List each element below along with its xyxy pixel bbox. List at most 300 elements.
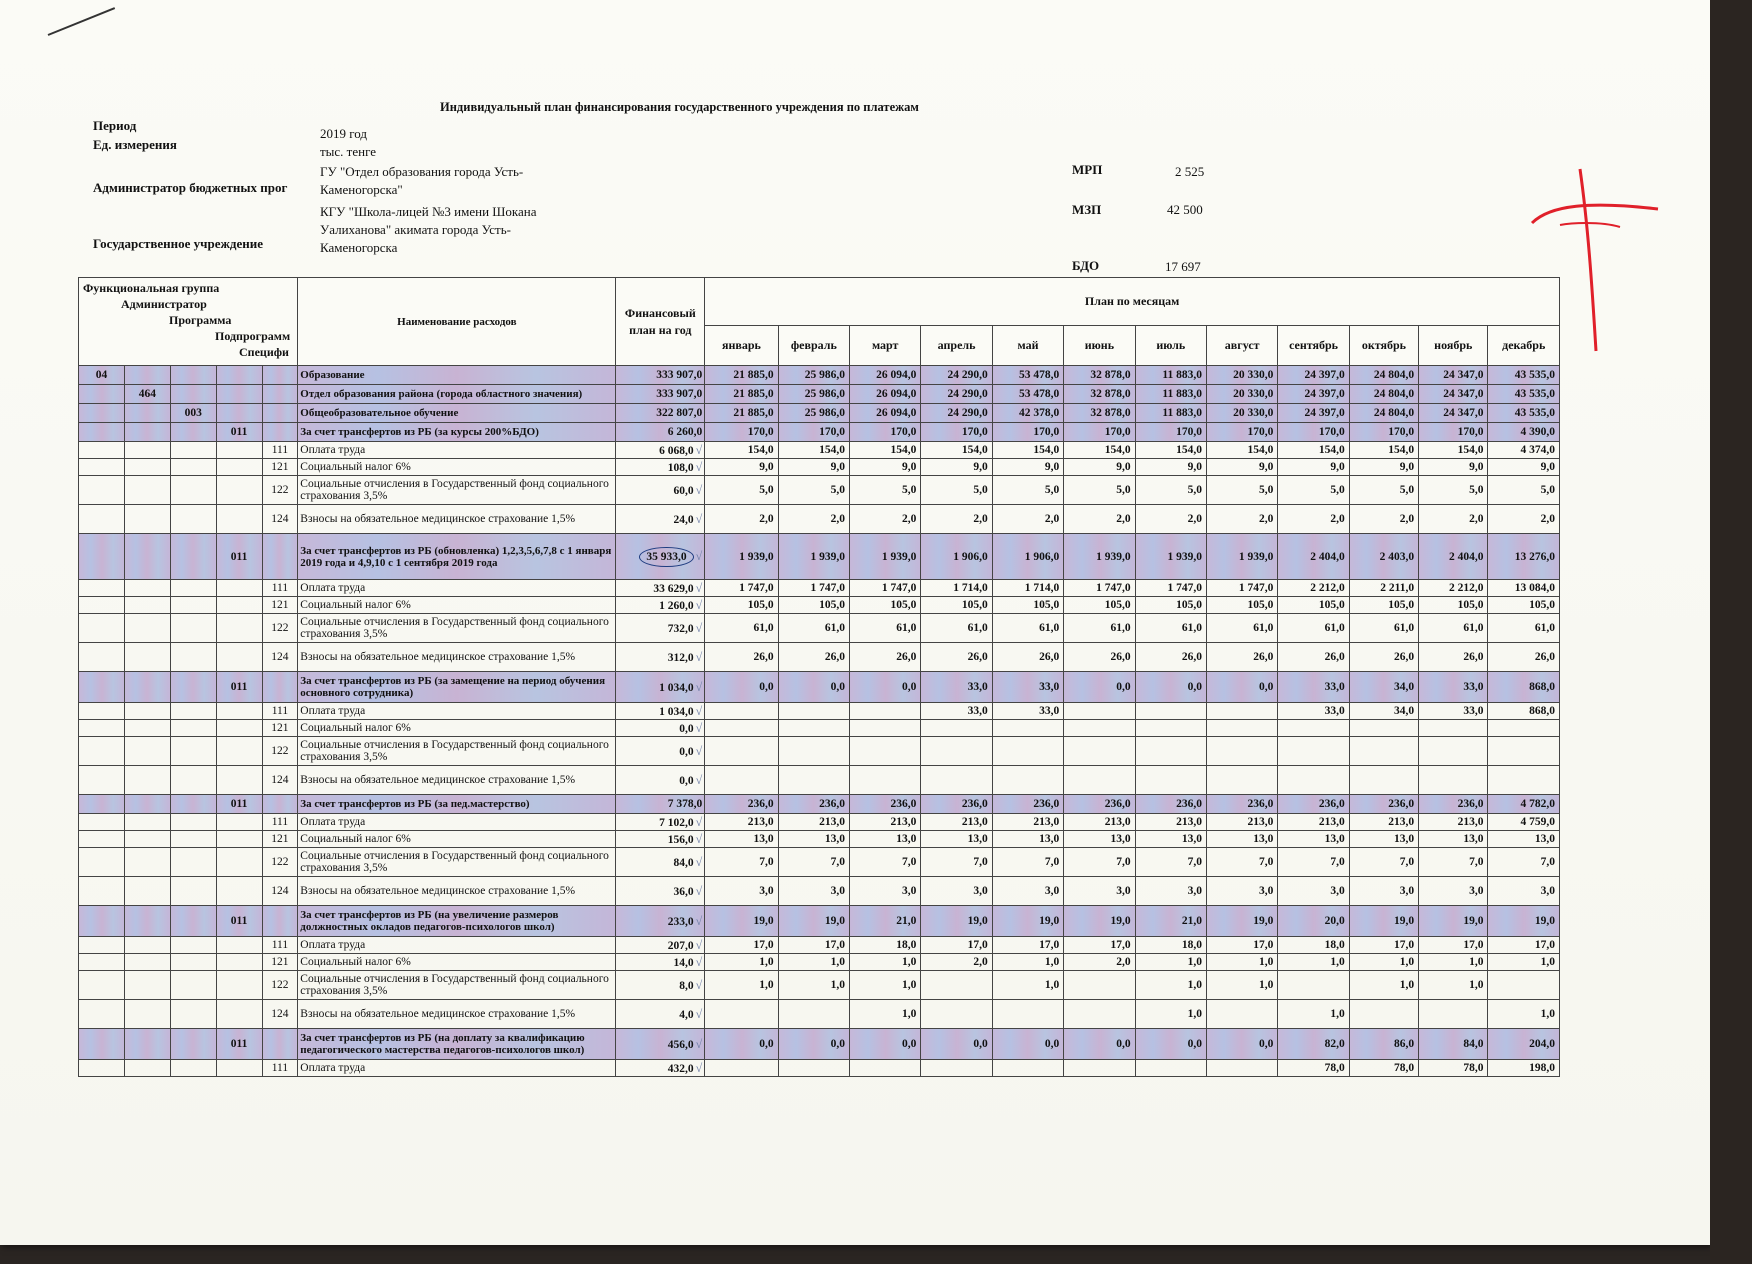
month-value-cell: [1488, 971, 1560, 1000]
month-value-cell: [1206, 1060, 1277, 1077]
month-value-cell: 24 347,0: [1419, 404, 1488, 423]
expense-name-cell: За счет трансфертов из РБ (на увеличение размеров должностных окладов педагогов-психологов школ): [298, 906, 616, 937]
hierarchy-header: [79, 278, 298, 366]
code-cell: [79, 597, 125, 614]
month-value-cell: 1,0: [1135, 954, 1206, 971]
month-value-cell: 170,0: [778, 423, 849, 442]
code-cell: [216, 614, 262, 643]
month-value-cell: [778, 737, 849, 766]
annual-plan-value: 6 260,0: [667, 426, 703, 438]
month-value-cell: [850, 703, 921, 720]
month-value-cell: 20,0: [1278, 906, 1349, 937]
code-cell: [262, 404, 298, 423]
month-value-cell: [992, 1000, 1063, 1029]
header-admin: Администратор: [121, 297, 207, 311]
code-cell: [79, 459, 125, 476]
code-cell: [124, 877, 170, 906]
code-cell: [79, 971, 125, 1000]
month-value-cell: 3,0: [1064, 877, 1135, 906]
annual-plan-cell: [616, 423, 705, 442]
table-row: [79, 877, 1560, 906]
month-value-cell: 24 397,0: [1278, 385, 1349, 404]
month-value-cell: 24 290,0: [921, 366, 992, 385]
month-value-cell: 236,0: [850, 795, 921, 814]
month-value-cell: 236,0: [1349, 795, 1418, 814]
annual-plan-value: 108,0: [667, 461, 694, 474]
checkmark-icon: √: [695, 1036, 703, 1051]
month-value-cell: 9,0: [1278, 459, 1349, 476]
code-cell: [124, 534, 170, 580]
code-cell: 011: [216, 1029, 262, 1060]
mzp-label: МЗП: [1072, 202, 1102, 217]
month-value-cell: [1278, 720, 1349, 737]
code-cell: [216, 580, 262, 597]
month-value-cell: [1064, 1060, 1135, 1077]
code-cell: 124: [262, 505, 298, 534]
month-value-cell: [705, 720, 778, 737]
month-header: декабрь: [1488, 326, 1560, 366]
month-value-cell: 86,0: [1349, 1029, 1418, 1060]
code-cell: [170, 906, 216, 937]
code-cell: [79, 877, 125, 906]
month-value-cell: 7,0: [1278, 848, 1349, 877]
month-value-cell: 17,0: [705, 937, 778, 954]
month-value-cell: 9,0: [1488, 459, 1560, 476]
code-cell: [79, 442, 125, 459]
code-cell: [216, 720, 262, 737]
month-value-cell: 1 747,0: [850, 580, 921, 597]
month-value-cell: 13 276,0: [1488, 534, 1560, 580]
table-row: [79, 814, 1560, 831]
checkmark-icon: √: [695, 913, 703, 928]
code-cell: [170, 597, 216, 614]
code-cell: 121: [262, 720, 298, 737]
month-value-cell: 3,0: [705, 877, 778, 906]
annual-plan-cell: [616, 1029, 705, 1060]
period-label: Период: [93, 118, 137, 133]
month-value-cell: 7,0: [921, 848, 992, 877]
annual-plan-cell: [616, 814, 705, 831]
month-header: февраль: [778, 326, 849, 366]
month-value-cell: 154,0: [1349, 442, 1418, 459]
month-value-cell: 0,0: [1206, 672, 1277, 703]
code-cell: [216, 476, 262, 505]
month-value-cell: 17,0: [778, 937, 849, 954]
annual-plan-value: 35 933,0: [639, 547, 693, 567]
code-cell: 111: [262, 937, 298, 954]
expense-name-cell: Взносы на обязательное медицинское страхование 1,5%: [298, 505, 616, 534]
code-cell: [170, 459, 216, 476]
code-cell: 124: [262, 766, 298, 795]
month-value-cell: 19,0: [705, 906, 778, 937]
month-value-cell: [705, 1060, 778, 1077]
month-value-cell: 154,0: [1419, 442, 1488, 459]
month-value-cell: 3,0: [1349, 877, 1418, 906]
code-cell: [79, 1000, 125, 1029]
month-value-cell: 170,0: [705, 423, 778, 442]
annual-plan-value: 322 807,0: [656, 407, 703, 419]
code-cell: 121: [262, 954, 298, 971]
month-value-cell: 21 885,0: [705, 366, 778, 385]
checkmark-icon: √: [695, 720, 703, 735]
code-cell: [79, 672, 125, 703]
header-name: Наименование расходов: [298, 278, 616, 366]
month-value-cell: 26,0: [992, 643, 1063, 672]
month-value-cell: 78,0: [1278, 1060, 1349, 1077]
month-value-cell: 19,0: [992, 906, 1063, 937]
month-value-cell: 18,0: [850, 937, 921, 954]
month-value-cell: 3,0: [850, 877, 921, 906]
annual-plan-value: 24,0: [673, 513, 694, 526]
annual-plan-value: 6 068,0: [659, 444, 694, 457]
month-value-cell: 26,0: [850, 643, 921, 672]
month-value-cell: 5,0: [1349, 476, 1418, 505]
month-value-cell: 5,0: [921, 476, 992, 505]
code-cell: 111: [262, 814, 298, 831]
month-value-cell: [1135, 1060, 1206, 1077]
month-value-cell: 7,0: [992, 848, 1063, 877]
month-value-cell: [1064, 971, 1135, 1000]
header-specific: Специфи: [239, 345, 289, 359]
month-value-cell: 78,0: [1419, 1060, 1488, 1077]
code-cell: 122: [262, 971, 298, 1000]
code-cell: 111: [262, 703, 298, 720]
checkmark-icon: √: [695, 459, 703, 474]
annual-plan-value: 156,0: [667, 833, 694, 846]
annual-plan-value: 33 629,0: [653, 582, 694, 595]
month-value-cell: 61,0: [992, 614, 1063, 643]
month-value-cell: [992, 766, 1063, 795]
expense-name-cell: За счет трансфертов из РБ (за замещение на период обучения основного сотрудника): [298, 672, 616, 703]
month-value-cell: [778, 720, 849, 737]
month-value-cell: 26,0: [778, 643, 849, 672]
bdo-value: 17 697: [1165, 259, 1201, 274]
code-cell: [124, 505, 170, 534]
month-value-cell: 61,0: [921, 614, 992, 643]
code-cell: [124, 831, 170, 848]
code-cell: [124, 1029, 170, 1060]
code-cell: [170, 971, 216, 1000]
code-cell: [170, 703, 216, 720]
month-value-cell: 0,0: [778, 1029, 849, 1060]
expense-name-cell: Оплата труда: [298, 1060, 616, 1077]
month-value-cell: 1 714,0: [921, 580, 992, 597]
month-value-cell: 105,0: [1488, 597, 1560, 614]
month-value-cell: 105,0: [1419, 597, 1488, 614]
month-value-cell: 213,0: [992, 814, 1063, 831]
code-cell: [170, 814, 216, 831]
expense-name-cell: Оплата труда: [298, 442, 616, 459]
code-cell: [79, 404, 125, 423]
code-cell: [79, 766, 125, 795]
annual-plan-value: 4,0: [679, 1008, 694, 1021]
month-value-cell: 19,0: [1349, 906, 1418, 937]
month-value-cell: 1 747,0: [778, 580, 849, 597]
code-cell: [170, 737, 216, 766]
month-value-cell: 19,0: [1488, 906, 1560, 937]
month-value-cell: 1,0: [778, 954, 849, 971]
code-cell: [79, 703, 125, 720]
month-value-cell: 868,0: [1488, 672, 1560, 703]
month-value-cell: [1349, 720, 1418, 737]
code-cell: [262, 385, 298, 404]
month-value-cell: 33,0: [921, 703, 992, 720]
code-cell: [124, 848, 170, 877]
month-value-cell: 4 374,0: [1488, 442, 1560, 459]
month-value-cell: 236,0: [921, 795, 992, 814]
checkmark-icon: √: [695, 679, 703, 694]
month-value-cell: 1 714,0: [992, 580, 1063, 597]
month-value-cell: 24 804,0: [1349, 404, 1418, 423]
code-cell: 124: [262, 1000, 298, 1029]
month-value-cell: [1419, 720, 1488, 737]
code-cell: 121: [262, 459, 298, 476]
code-cell: [79, 906, 125, 937]
code-cell: [124, 971, 170, 1000]
annual-plan-cell: [616, 534, 705, 580]
expense-name-cell: Оплата труда: [298, 703, 616, 720]
month-value-cell: [1419, 737, 1488, 766]
checkmark-icon: √: [695, 442, 703, 457]
month-value-cell: 61,0: [1278, 614, 1349, 643]
annual-plan-cell: [616, 459, 705, 476]
annual-plan-cell: [616, 937, 705, 954]
code-cell: [124, 643, 170, 672]
annual-plan-cell: [616, 404, 705, 423]
month-value-cell: 0,0: [992, 1029, 1063, 1060]
month-value-cell: 1 939,0: [1135, 534, 1206, 580]
code-cell: [216, 937, 262, 954]
month-value-cell: 19,0: [1064, 906, 1135, 937]
table-row: [79, 737, 1560, 766]
code-cell: 111: [262, 580, 298, 597]
annual-plan-value: 1 034,0: [659, 681, 694, 694]
month-value-cell: 7,0: [705, 848, 778, 877]
admin-value-line1: ГУ "Отдел образования города Усть-: [320, 164, 524, 179]
code-cell: [124, 423, 170, 442]
month-value-cell: 170,0: [1135, 423, 1206, 442]
month-value-cell: 1,0: [1349, 971, 1418, 1000]
month-value-cell: 213,0: [705, 814, 778, 831]
month-value-cell: 13,0: [1064, 831, 1135, 848]
annual-plan-value: 312,0: [667, 651, 694, 664]
month-value-cell: 26 094,0: [850, 366, 921, 385]
expense-name-cell: Социальные отчисления в Государственный фонд социального страхования 3,5%: [298, 476, 616, 505]
table-row: [79, 505, 1560, 534]
expense-name-cell: За счет трансфертов из РБ (обновленка) 1,2,3,5,6,7,8 с 1 января 2019 года и 4,9,10 с 1 сентября 2019 года: [298, 534, 616, 580]
month-header: август: [1206, 326, 1277, 366]
expense-name-cell: Социальные отчисления в Государственный фонд социального страхования 3,5%: [298, 971, 616, 1000]
month-value-cell: 13,0: [850, 831, 921, 848]
month-value-cell: 61,0: [1206, 614, 1277, 643]
code-cell: [262, 1029, 298, 1060]
month-value-cell: 19,0: [1206, 906, 1277, 937]
admin-label: Администратор бюджетных прог: [93, 180, 288, 195]
checkmark-icon: √: [695, 854, 703, 869]
month-value-cell: 24 397,0: [1278, 404, 1349, 423]
code-cell: [124, 703, 170, 720]
code-cell: [124, 737, 170, 766]
month-value-cell: 4 759,0: [1488, 814, 1560, 831]
annual-plan-value: 333 907,0: [656, 388, 703, 400]
month-value-cell: [1419, 1000, 1488, 1029]
checkmark-icon: √: [695, 977, 703, 992]
month-value-cell: 170,0: [992, 423, 1063, 442]
checkmark-icon: √: [695, 580, 703, 595]
month-value-cell: 3,0: [1419, 877, 1488, 906]
checkmark-icon: √: [695, 954, 703, 969]
expense-name-cell: Социальные отчисления в Государственный фонд социального страхования 3,5%: [298, 737, 616, 766]
month-value-cell: 5,0: [1278, 476, 1349, 505]
annual-plan-cell: [616, 614, 705, 643]
month-value-cell: 5,0: [1488, 476, 1560, 505]
expense-name-cell: Оплата труда: [298, 937, 616, 954]
month-value-cell: 5,0: [778, 476, 849, 505]
month-value-cell: [992, 720, 1063, 737]
expense-name-cell: Социальные отчисления в Государственный фонд социального страхования 3,5%: [298, 614, 616, 643]
month-value-cell: 0,0: [1064, 672, 1135, 703]
month-value-cell: [778, 1000, 849, 1029]
code-cell: [216, 1060, 262, 1077]
annual-plan-cell: [616, 737, 705, 766]
annual-plan-value: 7 378,0: [667, 798, 703, 810]
month-value-cell: 53 478,0: [992, 385, 1063, 404]
code-cell: [124, 404, 170, 423]
code-cell: 124: [262, 877, 298, 906]
code-cell: [216, 971, 262, 1000]
month-value-cell: [850, 720, 921, 737]
month-value-cell: 19,0: [1419, 906, 1488, 937]
annual-plan-cell: [616, 906, 705, 937]
expense-name-cell: Общеобразовательное обучение: [298, 404, 616, 423]
month-value-cell: 170,0: [1206, 423, 1277, 442]
month-value-cell: 5,0: [1419, 476, 1488, 505]
code-cell: [170, 442, 216, 459]
month-value-cell: 24 347,0: [1419, 366, 1488, 385]
month-value-cell: 1 747,0: [1064, 580, 1135, 597]
code-cell: [124, 580, 170, 597]
header-monthly: План по месяцам: [705, 278, 1560, 326]
code-cell: [79, 580, 125, 597]
month-value-cell: 1 939,0: [1064, 534, 1135, 580]
mzp-value: 42 500: [1167, 202, 1203, 217]
mrp-value: 2 525: [1175, 164, 1205, 179]
annual-plan-value: 7 102,0: [659, 816, 694, 829]
month-value-cell: [1206, 720, 1277, 737]
code-cell: [124, 1000, 170, 1029]
expense-name-cell: Социальный налог 6%: [298, 720, 616, 737]
month-value-cell: 13 084,0: [1488, 580, 1560, 597]
expense-name-cell: Взносы на обязательное медицинское страхование 1,5%: [298, 1000, 616, 1029]
table-row: [79, 597, 1560, 614]
header-program: Программа: [169, 313, 232, 327]
month-value-cell: 105,0: [1064, 597, 1135, 614]
code-cell: [170, 848, 216, 877]
code-cell: [124, 954, 170, 971]
month-value-cell: 0,0: [1064, 1029, 1135, 1060]
inst-value-line1: КГУ "Школа-лицей №3 имени Шокана: [320, 204, 537, 219]
month-value-cell: 154,0: [778, 442, 849, 459]
month-value-cell: 21,0: [1135, 906, 1206, 937]
month-value-cell: [921, 1060, 992, 1077]
month-value-cell: 61,0: [1064, 614, 1135, 643]
month-value-cell: 1,0: [1419, 971, 1488, 1000]
annual-plan-cell: [616, 597, 705, 614]
month-value-cell: 3,0: [1278, 877, 1349, 906]
month-value-cell: 236,0: [1419, 795, 1488, 814]
annual-plan-value: 1 260,0: [659, 599, 694, 612]
month-value-cell: [921, 737, 992, 766]
code-cell: 122: [262, 737, 298, 766]
checkmark-icon: √: [695, 1060, 703, 1075]
month-value-cell: 3,0: [1488, 877, 1560, 906]
month-value-cell: 24 347,0: [1419, 385, 1488, 404]
month-value-cell: 0,0: [705, 1029, 778, 1060]
month-value-cell: 34,0: [1349, 672, 1418, 703]
code-cell: 011: [216, 795, 262, 814]
code-cell: [216, 459, 262, 476]
month-value-cell: 33,0: [1278, 703, 1349, 720]
annual-plan-value: 732,0: [667, 622, 694, 635]
code-cell: [170, 720, 216, 737]
expense-name-cell: Взносы на обязательное медицинское страхование 1,5%: [298, 766, 616, 795]
code-cell: 011: [216, 534, 262, 580]
mrp-label: МРП: [1072, 162, 1103, 177]
month-value-cell: 42 378,0: [992, 404, 1063, 423]
month-value-cell: 1,0: [850, 1000, 921, 1029]
month-value-cell: 1,0: [1488, 954, 1560, 971]
code-cell: [216, 954, 262, 971]
code-cell: [170, 505, 216, 534]
month-value-cell: 33,0: [1278, 672, 1349, 703]
month-value-cell: 17,0: [1064, 937, 1135, 954]
code-cell: [262, 795, 298, 814]
month-value-cell: 61,0: [705, 614, 778, 643]
month-value-cell: 1,0: [1135, 971, 1206, 1000]
month-value-cell: 20 330,0: [1206, 366, 1277, 385]
month-value-cell: 24 397,0: [1278, 366, 1349, 385]
month-header: март: [850, 326, 921, 366]
month-value-cell: 0,0: [1135, 672, 1206, 703]
code-cell: [79, 737, 125, 766]
month-value-cell: 61,0: [1135, 614, 1206, 643]
month-value-cell: [705, 1000, 778, 1029]
month-value-cell: 7,0: [1064, 848, 1135, 877]
expense-name-cell: Социальный налог 6%: [298, 831, 616, 848]
month-value-cell: [1064, 766, 1135, 795]
code-cell: [216, 385, 262, 404]
month-value-cell: 24 290,0: [921, 404, 992, 423]
month-value-cell: 105,0: [705, 597, 778, 614]
month-value-cell: 154,0: [850, 442, 921, 459]
checkmark-icon: √: [695, 743, 703, 758]
expense-name-cell: Оплата труда: [298, 814, 616, 831]
month-value-cell: 0,0: [1135, 1029, 1206, 1060]
month-value-cell: [778, 1060, 849, 1077]
month-value-cell: 5,0: [850, 476, 921, 505]
month-value-cell: 9,0: [1064, 459, 1135, 476]
month-value-cell: 1 939,0: [778, 534, 849, 580]
month-value-cell: 17,0: [1419, 937, 1488, 954]
month-value-cell: 13,0: [1488, 831, 1560, 848]
month-value-cell: 198,0: [1488, 1060, 1560, 1077]
code-cell: [124, 795, 170, 814]
code-cell: [79, 937, 125, 954]
annual-plan-value: 0,0: [679, 722, 694, 735]
checkmark-icon: √: [695, 548, 703, 563]
month-value-cell: 61,0: [850, 614, 921, 643]
month-value-cell: 9,0: [921, 459, 992, 476]
